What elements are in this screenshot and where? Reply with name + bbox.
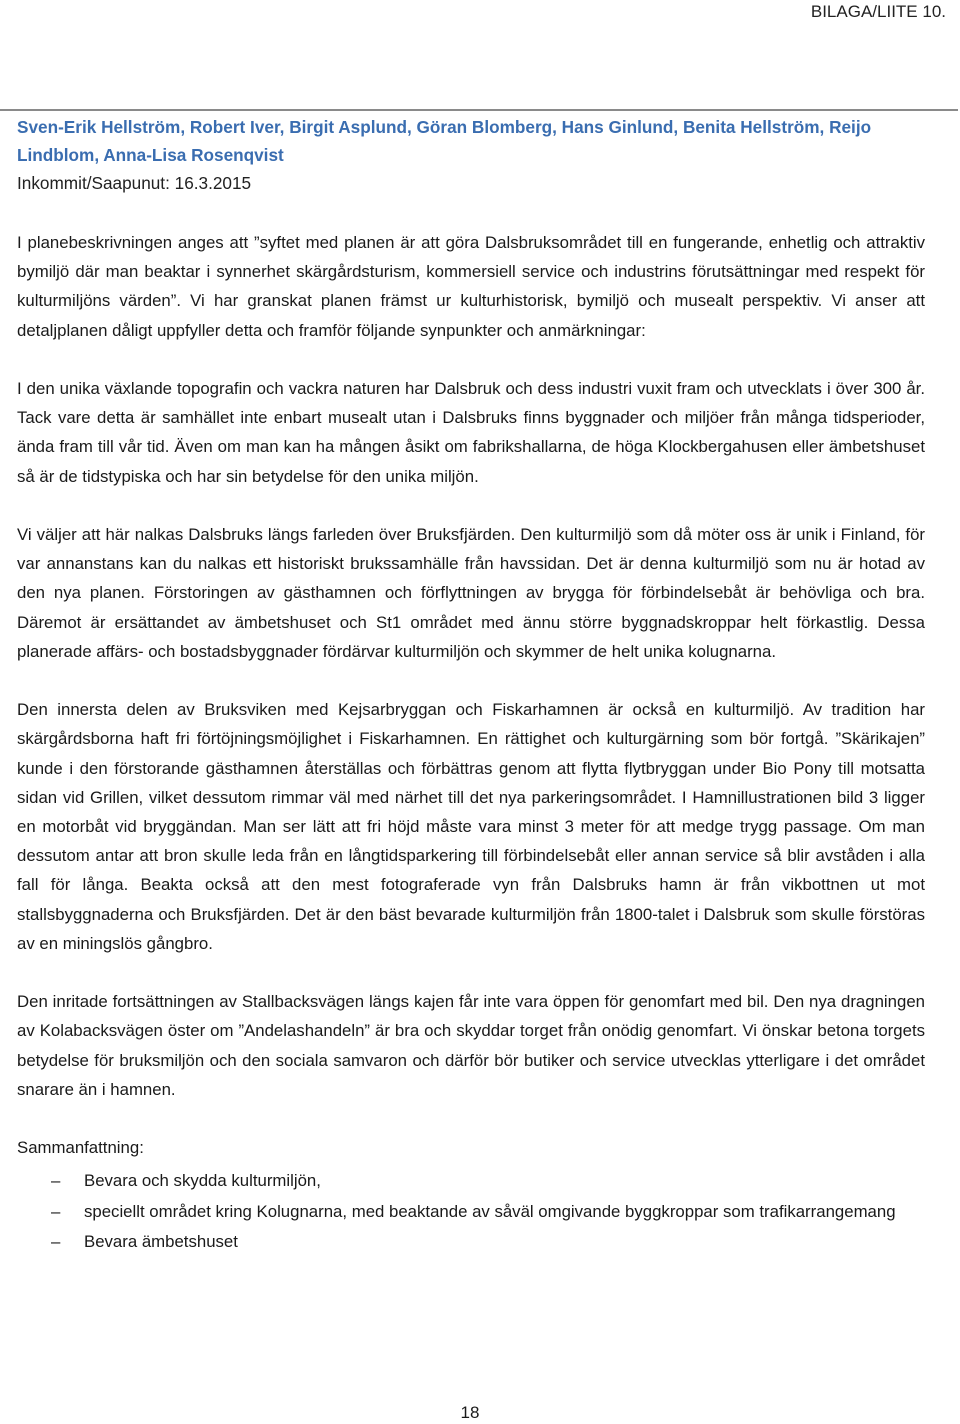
dash-bullet-icon: – bbox=[51, 1201, 61, 1221]
summary-item-text: Bevara ämbetshuset bbox=[84, 1231, 238, 1251]
appendix-label: BILAGA/LIITE 10. bbox=[810, 2, 946, 21]
paragraph-topography: I den unika växlande topografin och vackra naturen har Dalsbruk och dess industri vuxit fram och utvecklats i över 300 år. Tack vare detta är samhället inte enbart musealt utan i Dalsbruks finns byggnader och miljöer från många tidsperioder, ända fram till vår tid. Även om man kan ha mången åsikt om fabrikshallarna, de höga Klockbergahusen eller ämbetshuset så är de tidstypiska och har sin betydelse för den unika miljön. bbox=[17, 379, 925, 486]
header-divider bbox=[0, 109, 958, 111]
dash-bullet-icon: – bbox=[51, 1171, 61, 1191]
paragraph-harbour: Den innersta delen av Bruksviken med Kejsarbryggan och Fiskarhamnen är också en kulturmiljö. Av tradition har skärgårdsborna haft fri förtöjningsmöjlighet i Fiskarhamnen. En rättighet och kulturgärning som bör fortgå. ”Skärikajen” kunde i den förstorande gästhamnen återställas och förbättras genom att flytta flytbryggan under Bio Pony till motsatta sidan vid Grillen, vilket dessutom rimmar väl med närhet till det nya parkeringsområdet. I Hamnillustrationen bild 3 ligger en motorbåt vid bryggändan. Man ser lätt att fri höjd måste vara minst 3 meter för att medge trygg passage. Om man dessutom antar att bron skulle leda från en långtidsparkering till förbindelsebåt eller annan service så blir avståden i alla fall för långa. Beakta också att den mest fotograferade vyn från Dalsbruks hamn är från vikbottnen ut mot stallsbyggnaderna och Bruksfjärden. Det är den bäst bevarade kulturmiljön från 1800-talet i Dalsbruk som skulle förstöras av en miningslös gångbro. bbox=[17, 700, 925, 953]
summary-item-text: speciellt området kring Kolugnarna, med beaktande av såväl omgivande byggkroppar som trafikarrangemang bbox=[84, 1201, 896, 1221]
authors: Sven-Erik Hellström, Robert Iver, Birgit Asplund, Göran Blomberg, Hans Ginlund, Benita Hellström, Reijo Lindblom, Anna-Lisa Rosenqvist bbox=[17, 117, 872, 165]
paragraph-intro: I planebeskrivningen anges att ”syftet med planen är att göra Dalsbruksområdet till en fungerande, enhetlig och attraktiv bymiljö där man beaktar i synnerhet skärgårdsturism, kommersiell service och industrins förutsättningar med respekt för kulturmiljöns värden”. Vi har granskat planen främst ur kulturhistorisk, bymiljö och musealt perspektiv. Vi anser att detaljplanen dåligt uppfyller detta och framför följande synpunkter och anmärkningar: bbox=[17, 233, 925, 340]
summary-item bbox=[17, 1166, 925, 1195]
summary-title: Sammanfattning: bbox=[17, 1138, 144, 1158]
page-number: 18 bbox=[460, 1403, 480, 1422]
letter-body bbox=[17, 228, 925, 1257]
paragraph-roads: Den inritade fortsättningen av Stallbacksvägen längs kajen får inte vara öppen för genomfart med bil. Den nya dragningen av Kolabacksvägen öster om ”Andelashandeln” är bra och skyddar torget från onödig genomfart. Vi önskar betona torgets betydelse för bruksmiljön och den sociala samvaron och därför bör butiker och service utvecklas ytterligare i det området snarare än i hamnen. bbox=[17, 992, 925, 1099]
received-date: Inkommit/Saapunut: 16.3.2015 bbox=[17, 173, 252, 193]
summary-item-text: Bevara och skydda kulturmiljön, bbox=[84, 1171, 321, 1191]
letter-header bbox=[17, 113, 932, 197]
paragraph-approach: Vi väljer att här nalkas Dalsbruks längs farleden över Bruksfjärden. Den kulturmiljö som då möter oss är unik i Finland, för var annanstans kan du nalkas ett historiskt brukssamhälle från havssidan. Det är denna kulturmiljö som nu är hotad av den nya planen. Förstoringen av gästhamnen och förflyttningen av brygga för förbindelsebåt är behövliga och bra. Däremot är ersättandet av ämbetshuset och St1 området med ännu större byggnadskroppar helt förkastlig. Dessa planerade affärs- och bostadsbyggnader fördärvar kulturmiljön och skymmer de helt unika kolugnarna. bbox=[17, 525, 925, 661]
summary-list bbox=[17, 1166, 925, 1256]
summary-item bbox=[17, 1197, 925, 1226]
summary-item bbox=[17, 1227, 925, 1256]
dash-bullet-icon: – bbox=[51, 1231, 61, 1251]
